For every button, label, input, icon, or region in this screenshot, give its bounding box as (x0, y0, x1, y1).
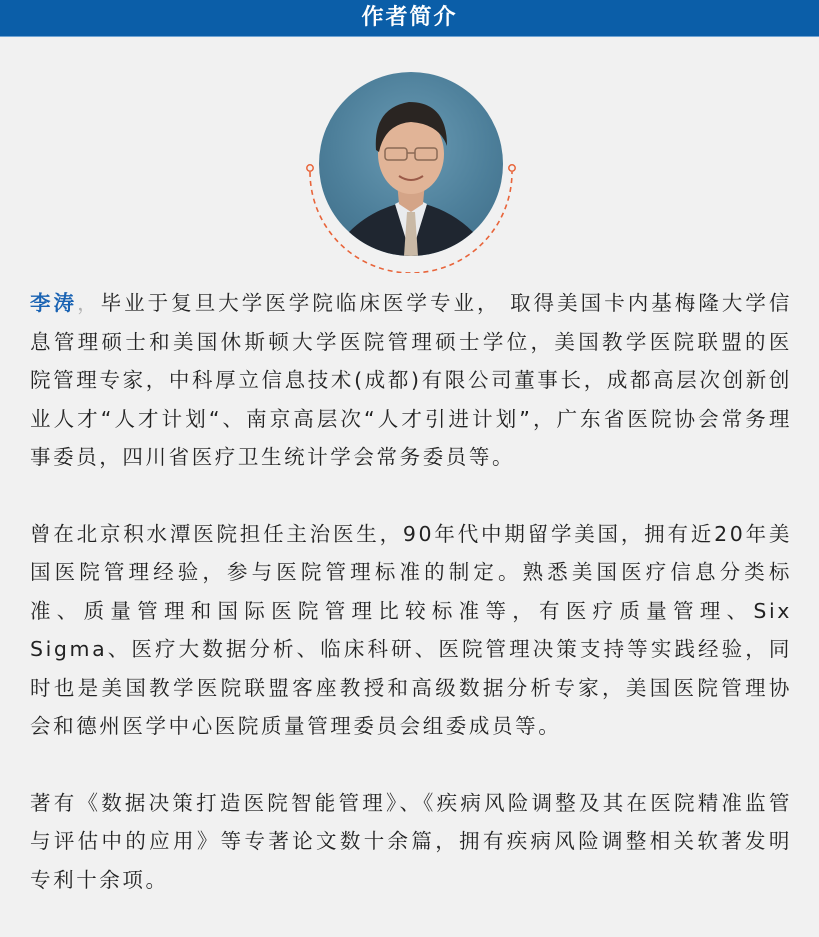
section-title: 作者简介 (361, 5, 458, 30)
name-separator: ， (77, 291, 101, 315)
author-bio (30, 284, 792, 937)
person-photo-icon (319, 72, 503, 256)
bio-paragraph-3: 著有《数据决策打造医院智能管理》、《疾病风险调整及其在医院精准监管与评估中的应用》等专著论文数十余篇，拥有疾病风险调整相关软著发明专利十余项。 (30, 790, 792, 892)
bio-paragraph-1-text: 毕业于复旦大学医学院临床医学专业， 取得美国卡内基梅隆大学信息管理硕士和美国休斯顿大学医院管理硕士学位，美国教学医院联盟的医院管理专家，中科厚立信息技术(成都)有限公司董事长，成都高层次创新创业人才“人才计划“、南京高层次“人才引进计划”，广东省医院协会常务理事委员，四川省医疗卫生统计学会常务委员等。 (30, 291, 792, 469)
author-portrait (319, 72, 503, 256)
bio-paragraph-2: 曾在北京积水潭医院担任主治医生，90年代中期留学美国，拥有近20年美国医院管理经验，参与医院管理标准的制定。熟悉美国医疗信息分类标准、质量管理和国际医院管理比较标准等，有医疗质量管理、Six Sigma、医疗大数据分析、临床科研、医院管理决策支持等实践经验，同时也是美国教学医院联盟客座教授和高级数据分析专家，美国医院管理协会和德州医学中心医院质量管理委员会组委成员等。 (30, 521, 792, 738)
section-header (0, 0, 819, 37)
portrait-frame (300, 68, 520, 273)
bio-paragraph-1 (30, 284, 792, 477)
author-name: 李涛 (30, 291, 78, 315)
